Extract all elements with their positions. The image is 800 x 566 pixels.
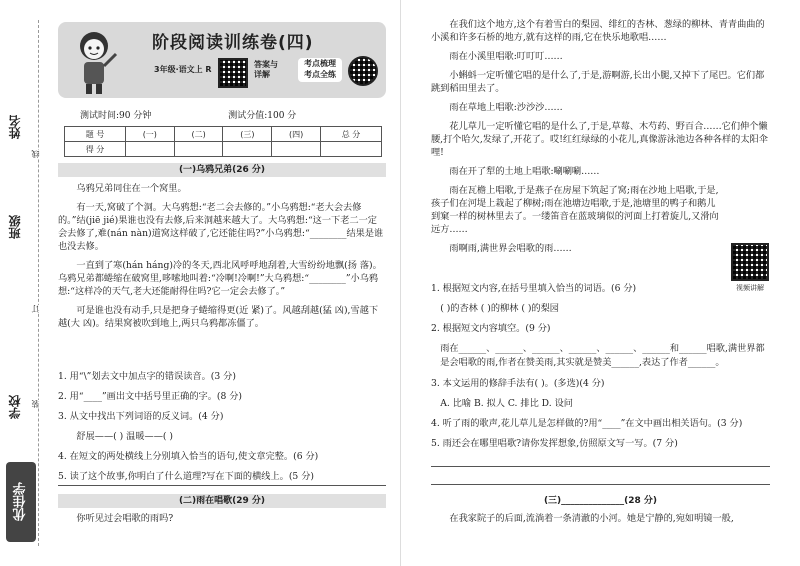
section2-title: (二)雨在唱歌(29 分) [58,494,386,508]
grade-label: 3年级·语文上 R [154,65,212,74]
test-score: 测试分值:100 分 [228,111,297,121]
answer-line[interactable] [431,466,770,467]
answer-label: 答案与 详解 [254,60,278,79]
answer-line[interactable] [58,485,386,486]
knowledge-point-label: 考点梳理 考点全练 [298,58,342,82]
school-label: 学校 [8,395,22,419]
class-label: 班级 [8,215,22,239]
section1-title: (一)乌鸦兄弟(26 分) [58,163,386,177]
table-row: 题 号 (一) (二) (三) (四) 总 分 [65,127,382,142]
right-page [400,0,800,566]
qr-code-icon-2[interactable] [348,56,378,86]
page-title: 阶段阅读训练卷(四) [152,33,314,53]
cut-line [38,20,39,546]
header-banner [58,22,386,98]
name-label: 姓名 [8,115,22,139]
binding-mark-2: 装 [31,400,40,408]
line-mark: 线 [31,150,40,158]
score-table [64,126,382,157]
answer-line[interactable] [431,484,770,485]
test-time: 测试时间:90 分钟 [80,111,152,121]
brand-logo: 优佳学 [6,462,36,542]
binding-strip [0,0,52,566]
mascot-icon [64,24,124,98]
test-info [80,108,370,121]
section3-passage: 在我家院子的后面,流淌着一条清澈的小河。她是宁静的,宛如明镜一般, [449,513,734,524]
section1-passage: 乌鸦兄弟同住在一个窝里。 有一天,窝破了个洞。大乌鸦想:“老二会去修的。”小乌鸦想:“老大会去修的。”结(jiē jié)果谁也没有去修,后来洞越来越大了。大乌鸦想:“这一下老二一定会去修了,难(nán nàn)道窝这样破了,它还能住吗?”小乌鸦想:“________结果是谁也没去修。 一直到了寒(hán háng)冷的冬天,西北风呼呼地刮着,大雪纷纷地飘(扬 落)。乌鸦兄弟都蜷缩在破窝里,哆嗦地叫着:“冷啊!冷啊!”大乌鸦想:“________”小乌鸦想:“这样冷的天气,老大还能耐得住吗?它一定会去修了。” 可是谁也没有动手,只是把身子蜷缩得更(近 紧)了。风越刮越(猛 凶),雪越下越(大 凶)。结果窝被吹到地上,两只乌鸦都冻僵了。 [58,183,384,329]
binding-mark: 订 [31,305,40,313]
section2-passage: 你听见过会唱歌的雨吗? [76,513,174,524]
qr-code-icon[interactable] [218,58,248,88]
section2-questions: 1. 根据短文内容,在括号里填入恰当的词语。(6 分) ( )的杏林 ( )的柳林 ( )的梨园 2. 根据短文内容填空。(9 分) 雨在______、______、______、______、______、______和______唱歌,满世界都是会唱歌的雨,作者在赞美雨,其实就是赞美______,表达了作者______。 3. 本文运用的修辞手法有( )。(多选)(4 分) A. 比喻 B. 拟人 C. 排比 D. 设问 4. 听了雨的歌声,花儿草儿是怎样做的?用“____”在文中画出相关语句。(3 分) 5. 雨还会在哪里唱歌?请你发挥想象,仿照原文写一写。(7 分) [431,283,765,449]
section3-title: (三)______________(28 分) [431,494,770,508]
section1-questions: 1. 用“\”划去文中加点字的错误读音。(3 分) 2. 用“____”画出文中括号里正确的字。(8 分) 3. 从文中找出下列词语的反义词。(4 分) 舒展——( ) 温暖——( ) 4. 在短文的两处横线上分别填入恰当的语句,使文章完整。(6 分) 5. 读了这个故事,你明白了什么道理?写在下面的横线上。(5 分) [58,371,319,482]
table-row: 得 分 [65,142,382,157]
section2-passage-continued: 在我们这个地方,这个有着雪白的梨园、绯红的杏林、葱绿的柳林、青青曲曲的小溪和许多石桥的地方,就有这样的雨,它在快乐地歌唱…… 雨在小溪里唱歌:叮叮叮…… 小蝌蚪一定听懂它唱的是什么了,于是,游啊游,长出小腿,又掉下了尾巴。它们都跳到稻田里去了。 雨在草地上唱歌:沙沙沙…… 花儿草儿一定听懂它唱的是什么了,于是,草莓、木芍药、野百合……它们伸个懒腰,打个哈欠,发绿了,开花了。哎!红红绿绿的小花儿,真像游泳池边各种各样的太阳伞哩! 雨在开了犁的土地上唱歌:唰唰唰…… 雨在瓦檐上唱歌,于是燕子在房屋下筑起了窝;雨在沙地上唱歌,于是,孩子们在河堤上栽起了柳树;雨在池塘边唱歌,于是,池塘里的鸭子和鹅儿到窠一样的树林里去了。一缕笛音在蓝玻璃似的河面上打着旋儿,又滑向远方…… 雨啊雨,满世界会唱歌的雨…… [431,19,768,254]
qr-code-icon-3[interactable] [731,243,769,281]
video-label: 视频讲解 [736,284,764,292]
